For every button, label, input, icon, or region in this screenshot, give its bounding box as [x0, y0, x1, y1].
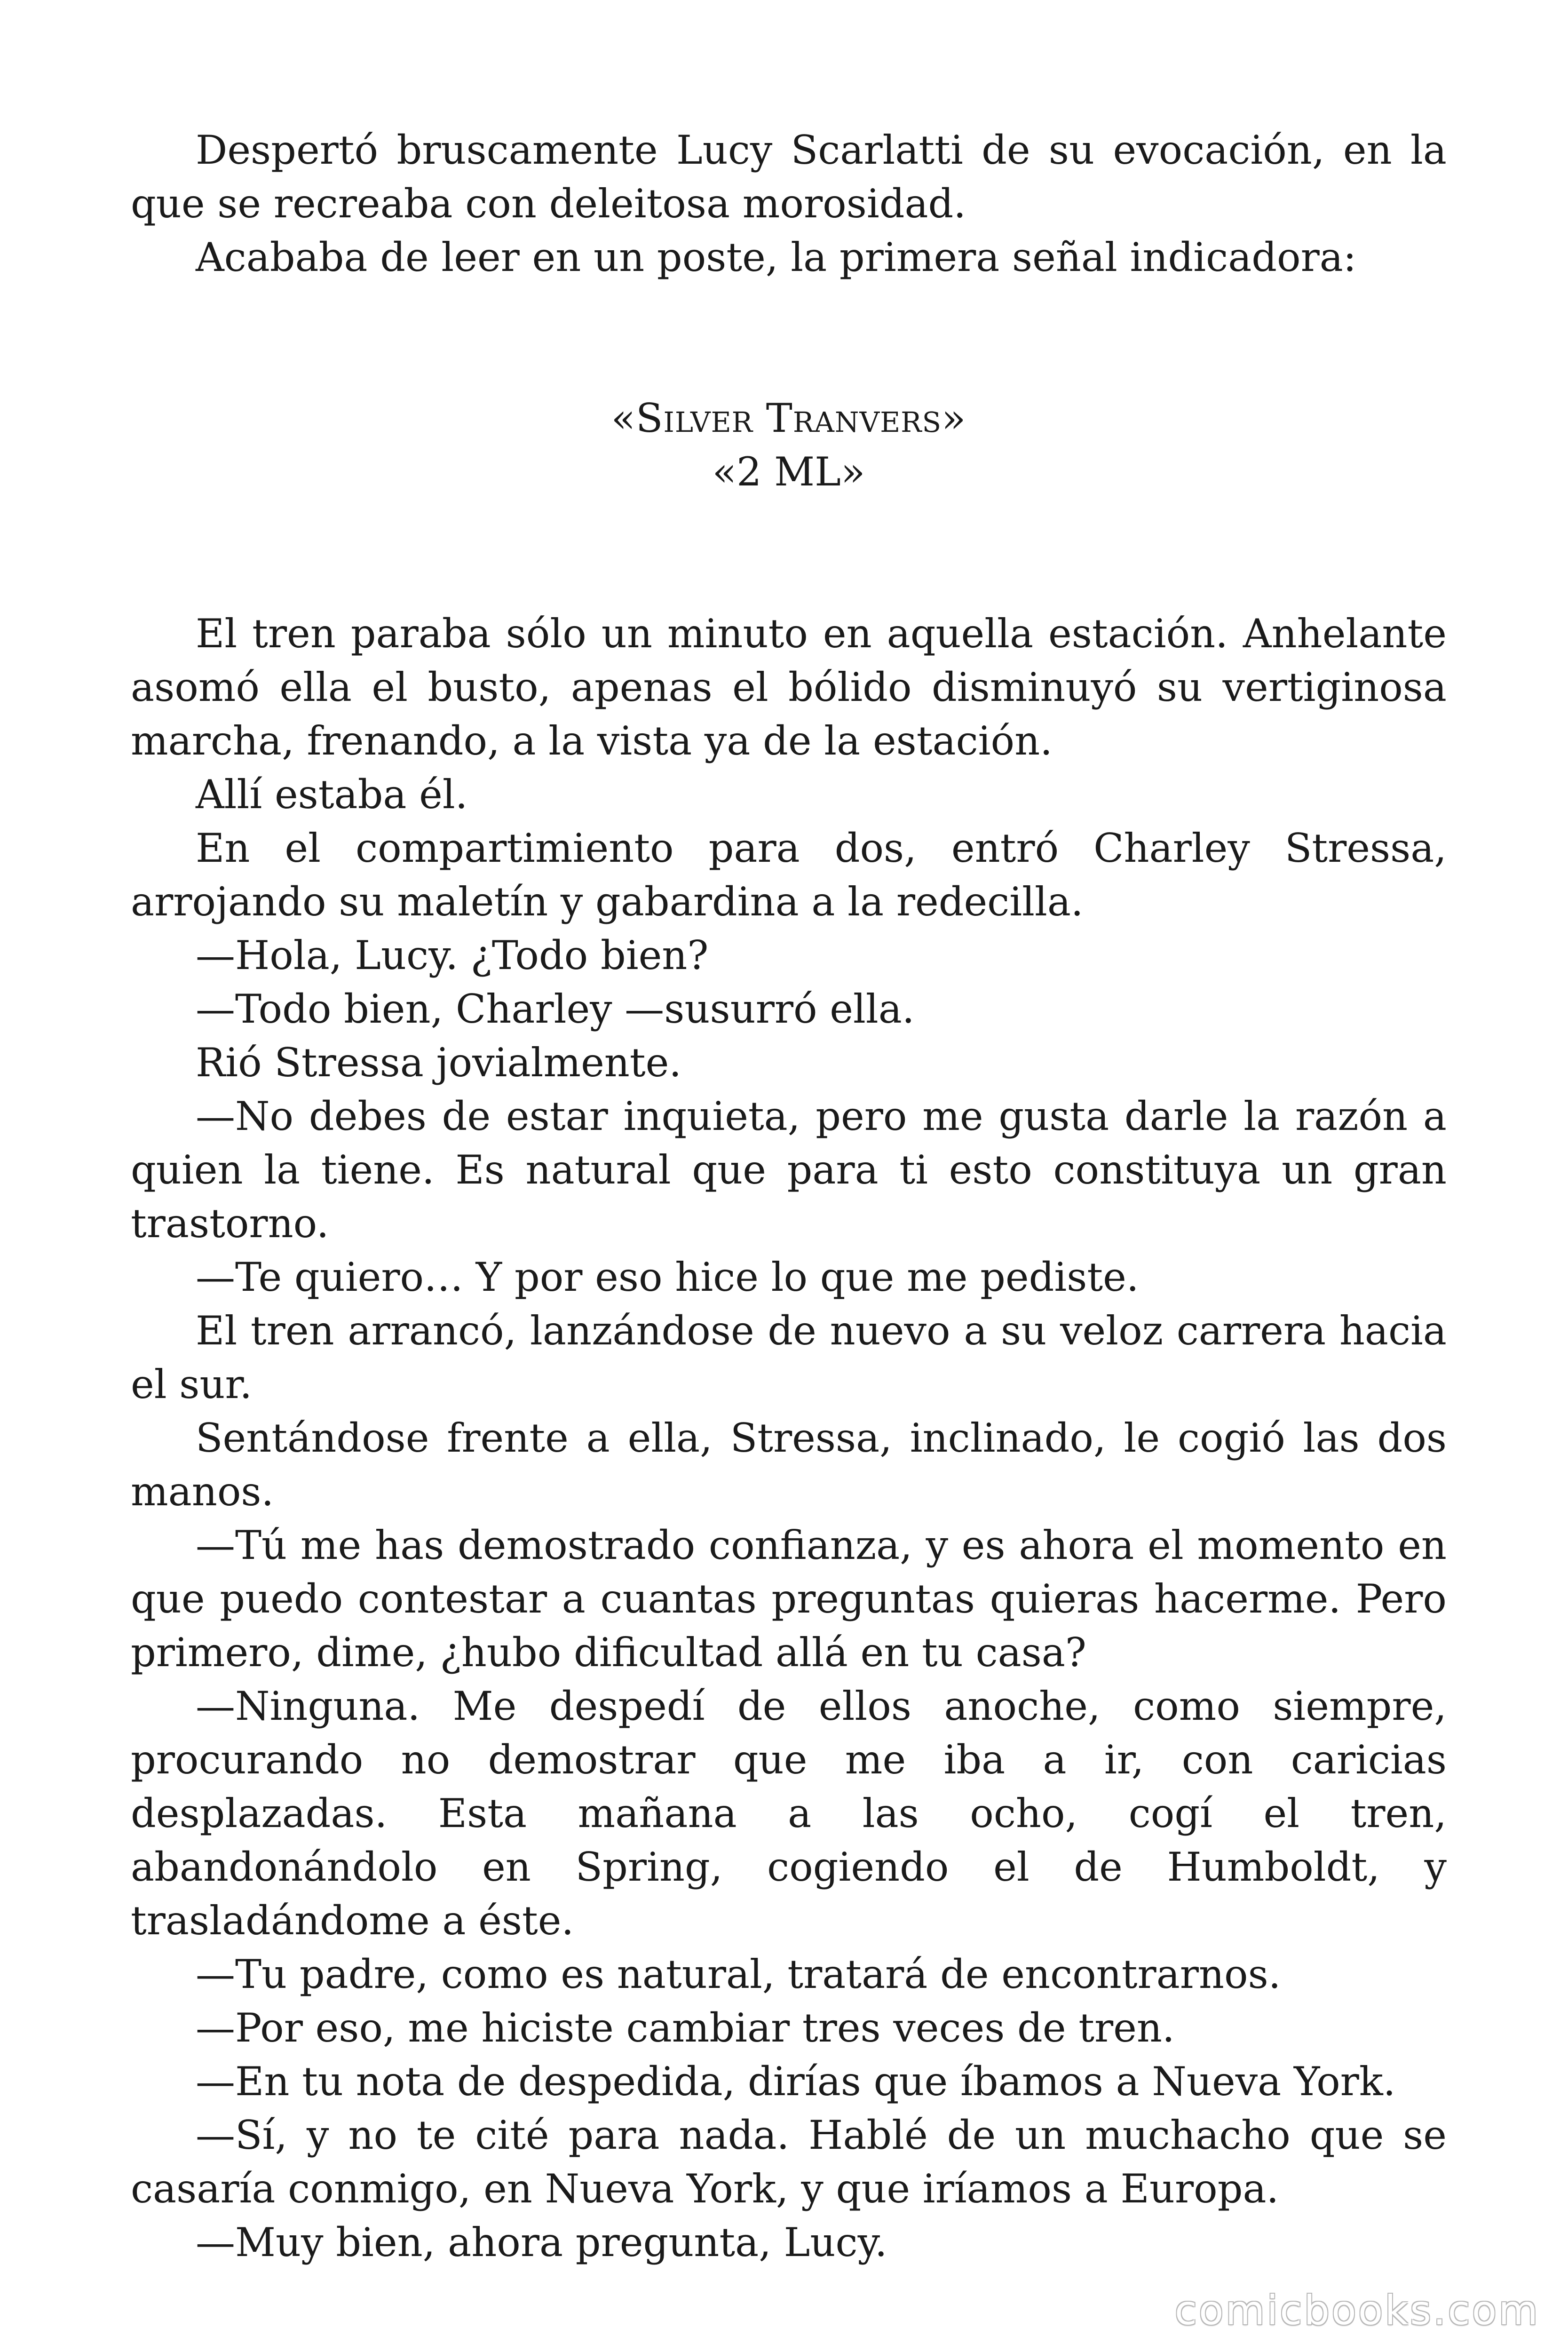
book-page — [131, 123, 1447, 2269]
dialogue-line: —Te quiero… Y por eso hice lo que me pediste. — [196, 1254, 1139, 1300]
dialogue-line: —Todo bien, Charley —susurró ella. — [196, 986, 915, 1032]
dialogue-line: —Tu padre, como es natural, tratará de encontrarnos. — [196, 1951, 1281, 1997]
dialogue-line: —Por eso, me hiciste cambiar tres veces de tren. — [196, 2005, 1175, 2051]
paragraph-4: Allí estaba él. — [196, 771, 468, 818]
dialogue-line: —Ninguna. Me despedí de ellos anoche, como siempre, procurando no demostrar que me iba a ir, con caricias desplazadas. Esta mañana a las ocho, cogí el tren, abandonándolo en Spring, cogiendo el de Humboldt, y trasladándome a éste. — [131, 1683, 1447, 1944]
paragraph-11: El tren arrancó, lanzándose de nuevo a su veloz carrera hacia el sur. — [131, 1308, 1447, 1407]
dialogue-line: —En tu nota de despedida, dirías que íbamos a Nueva York. — [196, 2058, 1396, 2105]
sign-distance: «2 ML» — [712, 449, 865, 495]
sign-indicator — [131, 391, 1447, 499]
paragraph-12: Sentándose frente a ella, Stressa, inclinado, le cogió las dos manos. — [131, 1415, 1447, 1515]
dialogue-line: —Tú me has demostrado confianza, y es ahora el momento en que puedo contestar a cuantas preguntas quieras hacerme. Pero primero, dime, ¿hubo dificultad allá en tu casa? — [131, 1522, 1447, 1676]
dialogue-line: —Sí, y no te cité para nada. Hablé de un muchacho que se casaría conmigo, en Nueva York, y que iríamos a Europa. — [131, 2112, 1447, 2212]
dialogue-line: —Muy bien, ahora pregunta, Lucy. — [196, 2219, 887, 2265]
dialogue-line: —No debes de estar inquieta, pero me gusta darle la razón a quien la tiene. Es natural que para ti esto constituya un gran trastorno. — [131, 1093, 1447, 1247]
paragraph-3: El tren paraba sólo un minuto en aquella estación. Anhelante asomó ella el busto, apenas el bólido disminuyó su vertiginosa marcha, frenando, a la vista ya de la estación. — [131, 611, 1447, 764]
sign-station-name: «Silver Tranvers» — [611, 395, 966, 441]
paragraph-8: Rió Stressa jovialmente. — [196, 1040, 682, 1086]
paragraph-2: Acababa de leer en un poste, la primera señal indicadora: — [196, 234, 1357, 280]
watermark-logo: comicbooks.com — [1174, 2287, 1540, 2334]
dialogue-line: —Hola, Lucy. ¿Todo bien? — [196, 932, 709, 978]
paragraph-5: En el compartimiento para dos, entró Charley Stressa, arrojando su maletín y gabardina a la redecilla. — [131, 825, 1447, 925]
paragraph-1: Despertó bruscamente Lucy Scarlatti de su evocación, en la que se recreaba con deleitosa morosidad. — [131, 127, 1447, 227]
